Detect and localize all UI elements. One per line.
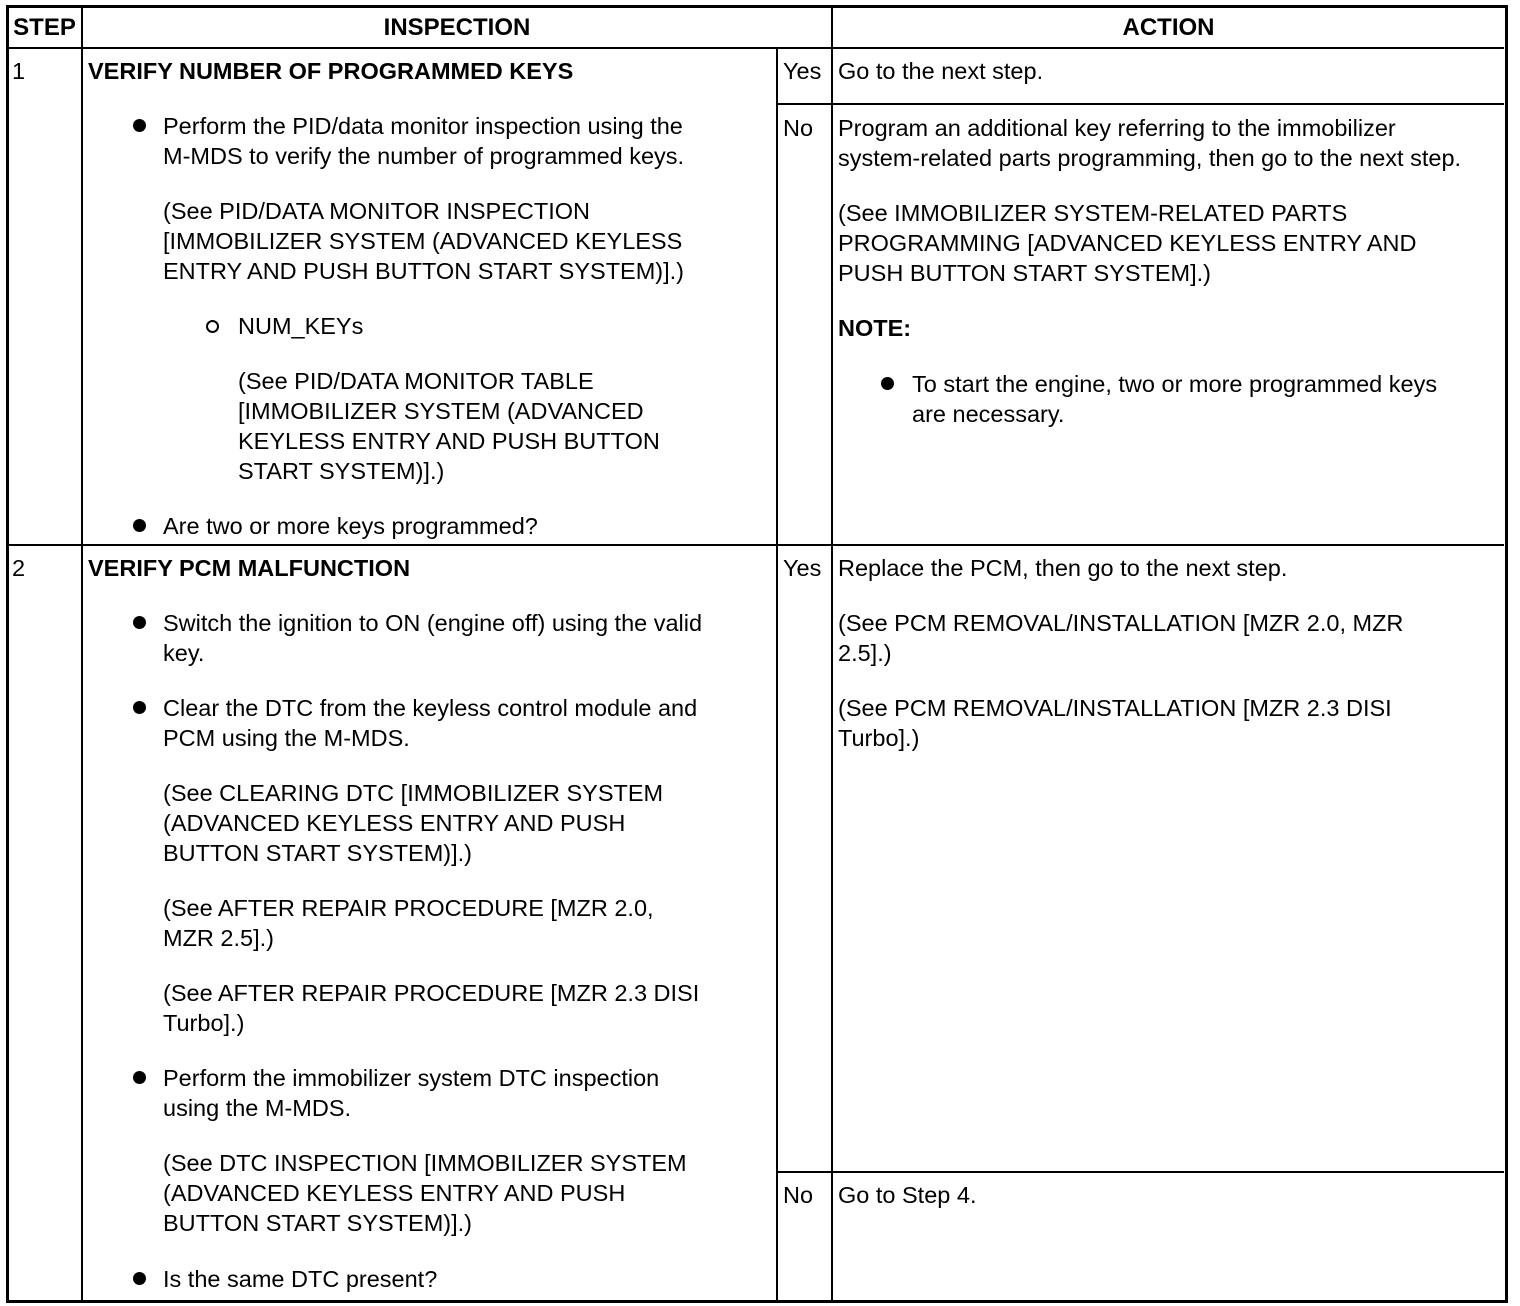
reference-text: (See DTC INSPECTION [IMMOBILIZER SYSTEM (163, 1150, 687, 1176)
no-label: No (783, 1182, 814, 1208)
reference-text: BUTTON START SYSTEM)].) (163, 1210, 473, 1236)
inspection-question: Are two or more keys programmed? (163, 513, 538, 539)
header-inspection: INSPECTION (383, 14, 531, 41)
reference-text: (See IMMOBILIZER SYSTEM-RELATED PARTS (838, 200, 1348, 226)
bullet-icon (133, 1071, 146, 1084)
yes-no-column-divider (776, 47, 778, 1300)
yes-label: Yes (783, 58, 822, 84)
no-label: No (783, 115, 814, 141)
reference-text: (See AFTER REPAIR PROCEDURE [MZR 2.0, (163, 895, 654, 921)
step-column-divider (81, 8, 83, 1300)
step-number: 1 (12, 58, 26, 84)
header-divider (8, 47, 1504, 49)
no-action: Go to Step 4. (838, 1182, 977, 1208)
action-column-divider (831, 8, 833, 1300)
reference-text: (ADVANCED KEYLESS ENTRY AND PUSH (163, 810, 626, 836)
reference-text: Turbo].) (163, 1010, 245, 1036)
bullet-icon (133, 701, 146, 714)
reference-text: Turbo].) (838, 725, 920, 751)
reference-text: MZR 2.5].) (163, 925, 274, 951)
step-number: 2 (12, 555, 26, 581)
note-text: are necessary. (912, 401, 1065, 427)
sub-bullet-icon (206, 320, 219, 333)
reference-text: (ADVANCED KEYLESS ENTRY AND PUSH (163, 1180, 626, 1206)
inspection-text: Clear the DTC from the keyless control module and (163, 695, 698, 721)
reference-text: (See AFTER REPAIR PROCEDURE [MZR 2.3 DISI (163, 980, 700, 1006)
reference-text: PUSH BUTTON START SYSTEM].) (838, 260, 1212, 286)
bullet-icon (133, 616, 146, 629)
step-title: VERIFY NUMBER OF PROGRAMMED KEYS (88, 58, 574, 84)
reference-text: PROGRAMMING [ADVANCED KEYLESS ENTRY AND (838, 230, 1417, 256)
inspection-text: key. (163, 640, 205, 666)
step-title: VERIFY PCM MALFUNCTION (88, 555, 411, 581)
yes-action: Replace the PCM, then go to the next step. (838, 555, 1288, 581)
header-action: ACTION (1122, 14, 1215, 41)
note-label: NOTE: (838, 315, 912, 341)
yes-action: Go to the next step. (838, 58, 1044, 84)
inspection-question: Is the same DTC present? (163, 1266, 438, 1292)
inspection-text: Perform the immobilizer system DTC inspection (163, 1065, 660, 1091)
inspection-text: Switch the ignition to ON (engine off) using the valid (163, 610, 703, 636)
no-action: system-related parts programming, then go to the next step. (838, 145, 1462, 171)
reference-text: ENTRY AND PUSH BUTTON START SYSTEM)].) (163, 258, 685, 284)
reference-text: [IMMOBILIZER SYSTEM (ADVANCED (238, 398, 644, 424)
inspection-text: using the M-MDS. (163, 1095, 352, 1121)
reference-text: 2.5].) (838, 640, 892, 666)
reference-text: (See PCM REMOVAL/INSTALLATION [MZR 2.0, MZR (838, 610, 1404, 636)
yes-label: Yes (783, 555, 822, 581)
inspection-text: PCM using the M-MDS. (163, 725, 410, 751)
no-action: Program an additional key referring to the immobilizer (838, 115, 1396, 141)
reference-text: (See PCM REMOVAL/INSTALLATION [MZR 2.3 DISI (838, 695, 1392, 721)
reference-text: (See PID/DATA MONITOR TABLE (238, 368, 594, 394)
header-step: STEP (13, 14, 76, 41)
bullet-icon (133, 119, 146, 132)
reference-text: BUTTON START SYSTEM)].) (163, 840, 473, 866)
row-divider (8, 544, 1504, 546)
bullet-icon (881, 377, 894, 390)
reference-text: KEYLESS ENTRY AND PUSH BUTTON (238, 428, 660, 454)
bullet-icon (133, 519, 146, 532)
reference-text: START SYSTEM)].) (238, 458, 445, 484)
bullet-icon (133, 1272, 146, 1285)
yes-no-divider-1 (776, 103, 1504, 105)
reference-text: [IMMOBILIZER SYSTEM (ADVANCED KEYLESS (163, 228, 683, 254)
sub-item-text: NUM_KEYs (238, 313, 364, 339)
inspection-text: M-MDS to verify the number of programmed keys. (163, 143, 685, 169)
note-text: To start the engine, two or more programmed keys (912, 371, 1438, 397)
reference-text: (See CLEARING DTC [IMMOBILIZER SYSTEM (163, 780, 664, 806)
yes-no-divider-2 (776, 1171, 1504, 1173)
reference-text: (See PID/DATA MONITOR INSPECTION (163, 198, 590, 224)
inspection-text: Perform the PID/data monitor inspection using the (163, 113, 683, 139)
